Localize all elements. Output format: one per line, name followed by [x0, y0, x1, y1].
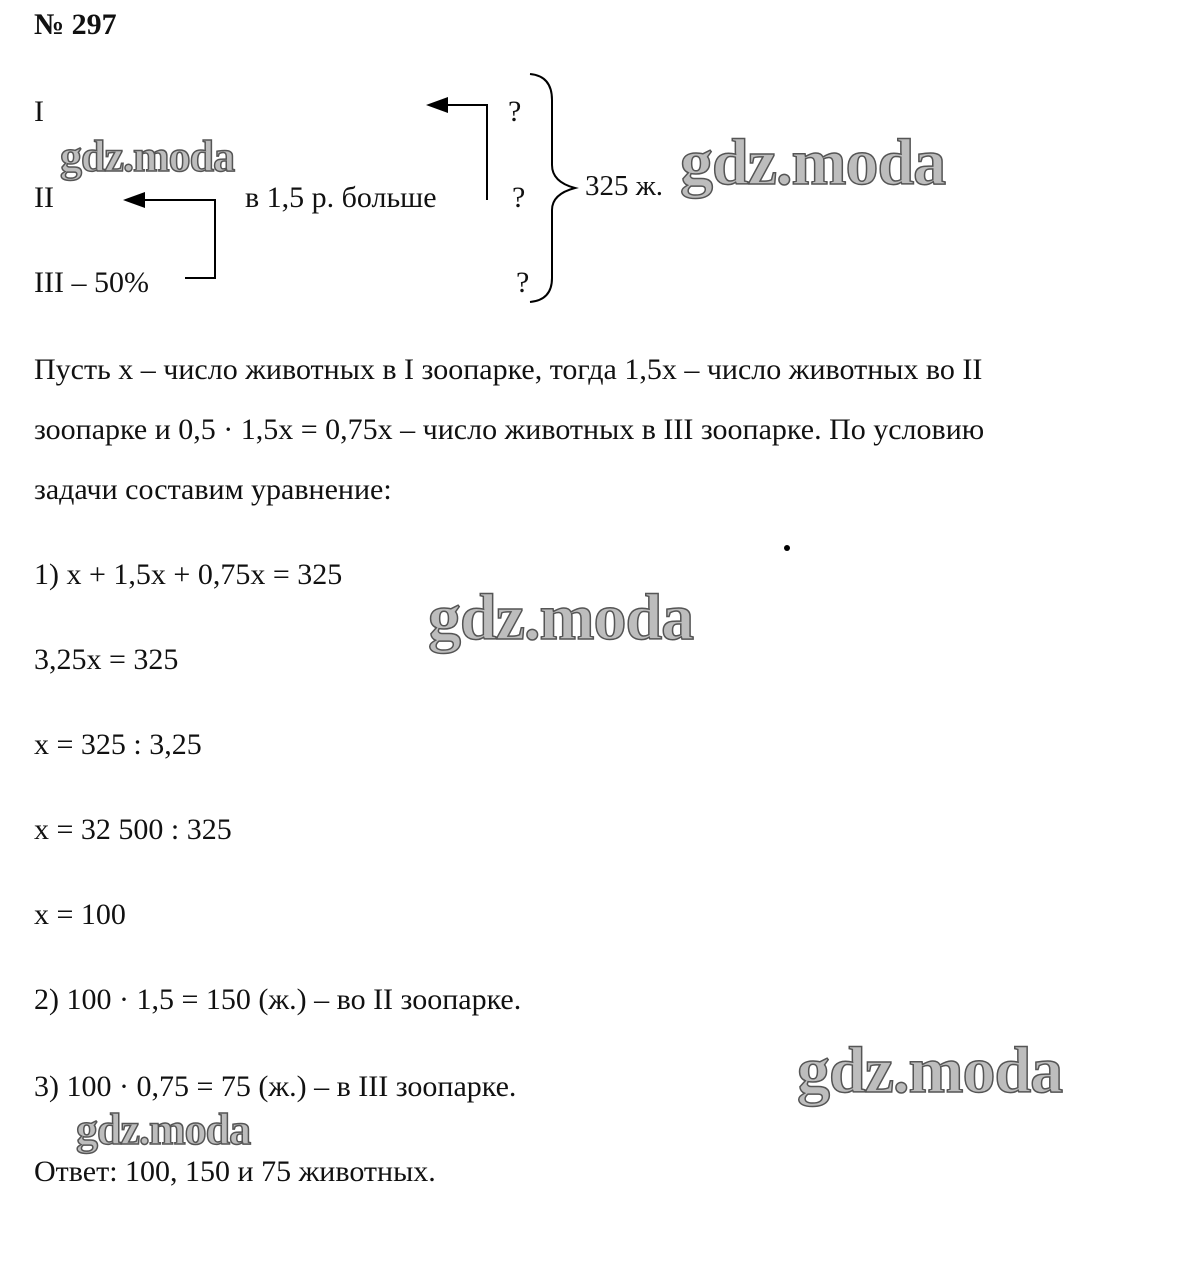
diagram-question-2: ?	[512, 181, 526, 214]
arrowhead-icon	[426, 97, 448, 113]
diagram-row-3: III – 50%	[34, 266, 149, 299]
curly-brace	[530, 74, 575, 302]
solution-step: x = 32 500 : 325	[34, 813, 232, 846]
diagram-question-1: ?	[508, 95, 522, 128]
diagram-relation: в 1,5 р. больше	[245, 181, 437, 214]
arrowhead-icon	[123, 192, 145, 208]
solution-step: x = 325 : 3,25	[34, 728, 202, 761]
paragraph-line: зоопарке и 0,5 · 1,5x = 0,75x – число животных в III зоопарке. По условию	[34, 413, 985, 446]
diagram-row-2: II	[34, 181, 54, 214]
watermark-logo: gdz.moda	[680, 126, 946, 199]
watermark-logo: gdz.moda	[76, 1105, 251, 1154]
arrow-iii-to-ii	[142, 200, 215, 278]
arrow-ii-to-i	[445, 105, 487, 200]
solution-step: 1) x + 1,5x + 0,75x = 325	[34, 558, 343, 591]
problem-number: № 297	[34, 8, 117, 41]
solution-step: 3) 100 · 0,75 = 75 (ж.) – в III зоопарке.	[34, 1070, 517, 1103]
paragraph-line: задачи составим уравнение:	[34, 473, 392, 506]
watermark-logo: gdz.moda	[428, 581, 694, 654]
paragraph-line: Пусть x – число животных в I зоопарке, тогда 1,5x – число животных во II	[34, 353, 983, 386]
diagram-total: 325 ж.	[585, 170, 664, 202]
solution-step: 2) 100 · 1,5 = 150 (ж.) – во II зоопарке.	[34, 983, 522, 1016]
diagram-question-3: ?	[516, 266, 530, 299]
watermark-logo: gdz.moda	[60, 132, 235, 181]
answer: Ответ: 100, 150 и 75 животных.	[34, 1155, 436, 1188]
solution-step: 3,25x = 325	[34, 643, 179, 676]
watermark-logo: gdz.moda	[797, 1034, 1063, 1107]
solution-step: x = 100	[34, 898, 126, 931]
diagram-row-1: I	[34, 95, 44, 128]
